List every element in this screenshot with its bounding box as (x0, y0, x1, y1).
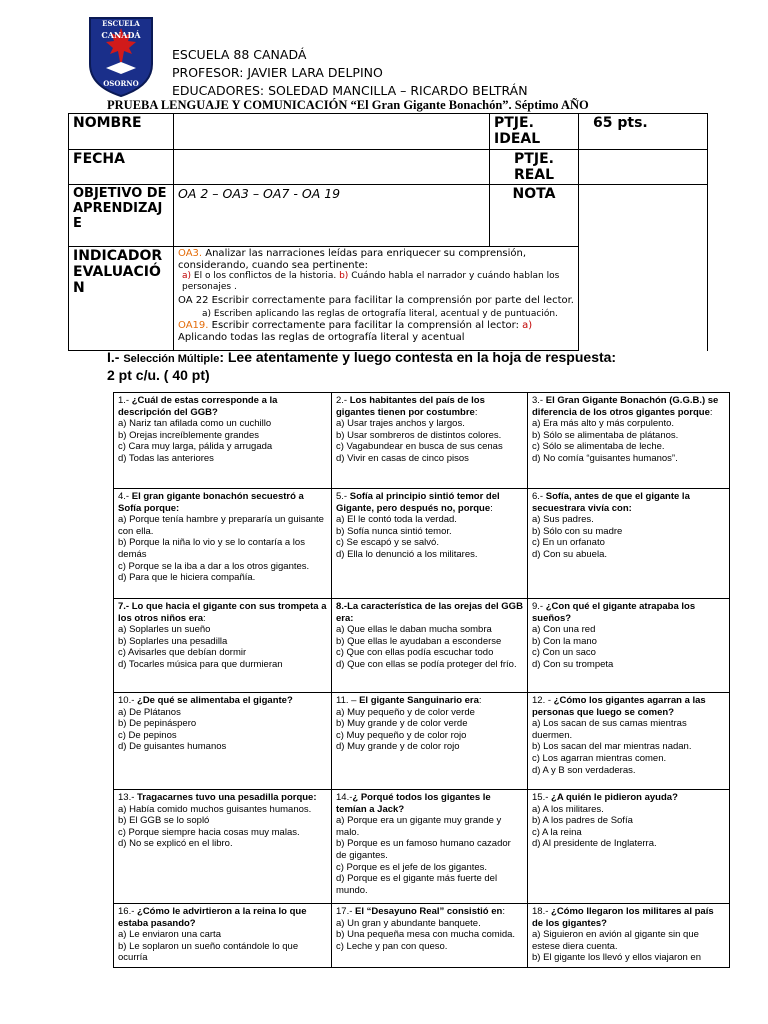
answer-option[interactable]: a) Muy pequeño y de color verde (336, 706, 475, 718)
answer-option[interactable]: c) A la reina (532, 826, 582, 838)
answer-option[interactable]: a) El le contó toda la verdad. (336, 514, 457, 526)
question-number: 6.- (532, 491, 546, 502)
question-row (114, 904, 730, 968)
answer-option[interactable]: a) Era más alto y más corpulento. (532, 418, 675, 430)
question-prompt: ¿A quién le pidieron ayuda? (551, 792, 678, 803)
label-objetivo: OBJETIVO DE APRENDIZAJE (69, 185, 174, 247)
answer-option[interactable]: d) Con su trompeta (532, 658, 614, 670)
answer-option[interactable]: d) Todas las anteriores (118, 452, 214, 464)
answer-option[interactable]: d) De guisantes humanos (118, 741, 227, 753)
test-title: PRUEBA LENGUAJE Y COMUNICACIÓN “El Gran Gigante Bonachón”. Séptimo AÑO (107, 98, 589, 112)
oa22-text: OA 22 Escribir correctamente para facilitar la comprensión por parte del lector. (178, 295, 574, 306)
question-cell (114, 693, 332, 790)
question-cell (528, 693, 730, 790)
question-text (336, 395, 523, 418)
question-prompt: ¿Con qué el gigante atrapaba los sueños? (532, 601, 696, 624)
questions-table (113, 392, 730, 968)
question-number: 17.- (336, 906, 356, 917)
question-text (532, 906, 725, 929)
question-number: 12. - (532, 695, 554, 706)
logo-top-text: ESCUELA (102, 19, 140, 28)
question-text (118, 792, 327, 804)
question-cell (332, 904, 528, 968)
indicador-text (174, 247, 579, 351)
answer-option[interactable]: d) Porque es el gigante más fuerte del mundo. (336, 873, 498, 896)
question-text (118, 601, 327, 624)
question-text (118, 695, 327, 707)
question-cell (332, 693, 528, 790)
answer-option[interactable]: b) Una pequeña mesa con mucha comida. (336, 929, 516, 941)
question-number: 3.- (532, 395, 546, 406)
item-b-marker: b) (339, 271, 349, 281)
nota-field[interactable] (579, 185, 708, 351)
question-number: 15.- (532, 792, 552, 803)
answer-option[interactable]: b) Sólo con su madre (532, 525, 623, 537)
answer-option[interactable]: c) Los agarran mientras comen. (532, 752, 667, 764)
oa3-text: Analizar las narraciones leídas para enriquecer su comprensión, considerando, cuando sea pertinente: (178, 248, 527, 271)
answer-option[interactable]: d) Para que le hiciera compañía. (118, 572, 256, 584)
answer-option[interactable]: a) Que ellas le daban mucha sombra (336, 624, 492, 636)
answer-option[interactable]: b) Orejas increíblemente grandes (118, 429, 259, 441)
question-prompt: El Gran Gigante Bonachón (G.G.B.) se diferencia de los otros gigantes porque (532, 395, 719, 418)
answer-option[interactable]: d) Al presidente de Inglaterra. (532, 838, 657, 850)
answer-option[interactable]: a) Siguieron en avión al gigante sin que estese diera cuenta. (532, 929, 699, 952)
question-prompt: ¿ Porqué todos los gigantes le temían a Jack? (336, 792, 491, 815)
question-number: 11. – (336, 695, 360, 706)
question-cell (528, 599, 730, 693)
question-prompt: ¿Cuál de estas corresponde a la descripción del GGB? (118, 395, 278, 418)
answer-option[interactable]: c) Porque es el jefe de los gigantes. (336, 861, 488, 873)
answer-option[interactable]: c) En un orfanato (532, 537, 605, 549)
school-name: ESCUELA 88 CANADÁ (172, 47, 307, 62)
logo-middle-text: CANADÁ (101, 30, 141, 40)
answer-option[interactable]: a) A los militares. (532, 803, 604, 815)
question-cell (332, 489, 528, 599)
question-number: 2.- (336, 395, 350, 406)
ptje-real-field[interactable] (579, 150, 708, 185)
answer-option[interactable]: a) Los sacan de sus camas mientras duermen. (532, 718, 687, 741)
question-text (532, 491, 725, 514)
answer-option[interactable]: a) Con una red (532, 624, 596, 636)
question-tail: : (709, 406, 713, 418)
answer-option[interactable]: b) Porque es un famoso humano cazador de gigantes. (336, 838, 511, 861)
question-prompt: ¿De qué se alimentaba el gigante? (137, 695, 293, 706)
answer-option[interactable]: b) Porque la niña lo vio y se lo contaría a los demás (118, 537, 305, 560)
answer-option[interactable]: c) Que con ellas podía escuchar todo (336, 647, 494, 659)
question-cell (528, 790, 730, 904)
question-text (336, 695, 523, 707)
answer-option[interactable]: d) Tocarles música para que durmieran (118, 658, 283, 670)
ptje-ideal-value: 65 pts. (579, 114, 708, 150)
oa19-tail: Aplicando todas las reglas de ortografía literal y acentual (178, 331, 465, 343)
answer-option[interactable]: d) No se explicó en el libro. (118, 838, 233, 850)
label-ptje-real: PTJE. REAL (490, 150, 579, 185)
answer-option[interactable]: d) Muy grande y de color rojo (336, 741, 460, 753)
answer-option[interactable]: b) Con la mano (532, 635, 597, 647)
question-cell (114, 393, 332, 489)
question-prompt: Tragacarnes tuvo una pesadilla porque: (137, 792, 317, 803)
educators-names: EDUCADORES: SOLEDAD MANCILLA – RICARDO BELTRÁN (172, 83, 528, 98)
answer-option[interactable]: c) Se escapó y se salvó. (336, 537, 439, 549)
answer-option[interactable]: c) Avisarles que debían dormir (118, 647, 247, 659)
answer-option[interactable]: c) Vagabundear en busca de sus cenas (336, 441, 503, 453)
objetivo-value: OA 2 – OA3 – OA7 - OA 19 (174, 185, 490, 247)
answer-option[interactable]: b) El gigante los llevó y ellos viajaron en (532, 952, 701, 964)
question-cell (114, 904, 332, 968)
question-text (532, 601, 725, 624)
item-a-marker: a) (182, 271, 192, 281)
answer-option[interactable]: c) Cara muy larga, pálida y arrugada (118, 441, 273, 453)
nombre-field[interactable] (174, 114, 490, 150)
question-tail: : (478, 695, 482, 706)
question-text (336, 601, 523, 624)
section-type: Selección Múltiple (123, 353, 220, 365)
oa19-marker: a) (522, 320, 533, 331)
answer-option[interactable]: b) De pepináspero (118, 718, 197, 730)
section-points: 2 pt c/u. ( 40 pt) (107, 367, 210, 383)
answer-option[interactable]: b) Que ellas le ayudaban a esconderse (336, 635, 502, 647)
teacher-name: PROFESOR: JAVIER LARA DELPINO (172, 65, 383, 80)
question-row (114, 693, 730, 790)
question-prompt: ¿Cómo le advirtieron a la reina lo que estaba pasando? (118, 906, 307, 929)
oa19-code: OA19. (178, 320, 209, 331)
answer-option[interactable]: d) Con su abuela. (532, 548, 607, 560)
question-row (114, 790, 730, 904)
label-nombre: NOMBRE (69, 114, 174, 150)
question-cell (528, 489, 730, 599)
oa22-item-a: a) Escriben aplicando las reglas de ortografía literal, acentual y de puntuación. (202, 308, 558, 319)
answer-option[interactable]: b) Muy grande y de color verde (336, 718, 468, 730)
question-number: 16.- (118, 906, 138, 917)
question-text (532, 395, 725, 418)
question-number: 13.- (118, 792, 138, 803)
oa19-text: Escribir correctamente para facilitar la comprensión al lector: (208, 320, 523, 331)
question-prompt: 7.- Lo que hacia el gigante con sus trompeta a los otros niños era (118, 601, 327, 624)
question-prompt: Sofía, antes de que el gigante la secuestrara vivía con: (532, 491, 690, 514)
answer-option[interactable]: a) Sus padres. (532, 514, 594, 526)
question-row (114, 599, 730, 693)
answer-option[interactable]: a) Soplarles un sueño (118, 624, 211, 636)
question-number: 18.- (532, 906, 552, 917)
answer-option[interactable]: a) Usar trajes anchos y largos. (336, 418, 465, 430)
answer-option[interactable]: c) Porque siempre hacia cosas muy malas. (118, 826, 300, 838)
answer-option[interactable]: d) A y B son verdaderas. (532, 764, 636, 776)
question-row (114, 489, 730, 599)
answer-option[interactable]: d) Que con ellas se podía proteger del frío. (336, 658, 517, 670)
question-cell (528, 904, 730, 968)
answer-option[interactable]: a) Un gran y abundante banquete. (336, 917, 481, 929)
question-prompt: 8.-La característica de las orejas del GGB era: (336, 601, 523, 624)
question-number: 9.- (532, 601, 546, 612)
question-tail: : (203, 612, 206, 624)
answer-option[interactable]: c) Muy pequeño y de color rojo (336, 729, 467, 741)
question-prompt: El gigante Sanguinario era (359, 695, 479, 706)
answer-option[interactable]: b) Sólo se alimentaba de plátanos. (532, 429, 679, 441)
question-cell (114, 599, 332, 693)
question-prompt: Sofía al principio sintió temor del Gigante, pero después no, porque (336, 491, 500, 514)
answer-option[interactable]: a) De Plátanos (118, 706, 181, 718)
question-number: 14.- (336, 792, 353, 803)
question-prompt: El gran gigante bonachón secuestró a Sofía porque: (118, 491, 304, 514)
oa3-code: OA3. (178, 248, 203, 259)
question-text (118, 395, 327, 418)
answer-option[interactable]: a) Había comido muchos guisantes humanos. (118, 803, 312, 815)
answer-option[interactable]: c) Sólo se alimentaba de leche. (532, 441, 665, 453)
question-cell (332, 790, 528, 904)
label-indicador: INDICADOR EVALUACIÓN (69, 247, 174, 351)
question-row (114, 393, 730, 489)
label-fecha: FECHA (69, 150, 174, 185)
question-cell (332, 393, 528, 489)
question-prompt: ¿Cómo llegaron los militares al país de los gigantes? (532, 906, 714, 929)
answer-option[interactable]: d) No comía “guisantes humanos”. (532, 452, 678, 464)
question-cell (332, 599, 528, 693)
question-text (336, 792, 523, 815)
question-tail: : (490, 502, 493, 514)
answer-option[interactable]: b) Los sacan del mar mientras nadan. (532, 741, 692, 753)
question-text (336, 491, 523, 514)
question-text (532, 792, 725, 804)
question-cell (114, 489, 332, 599)
item-b-text: Cuándo habla el narrador y cuándo hablan los personajes . (182, 271, 560, 292)
question-text (118, 491, 327, 514)
question-number: 10.- (118, 695, 138, 706)
question-prompt: El “Desayuno Real” consistió en (355, 906, 503, 917)
answer-option[interactable]: d) Ella lo denunció a los militares. (336, 548, 478, 560)
answer-option[interactable]: b) Soplarles una pesadilla (118, 635, 228, 647)
answer-option[interactable]: a) Nariz tan afilada como un cuchillo (118, 418, 272, 430)
question-number: 4.- (118, 491, 132, 502)
section-instruction: : Lee atentamente y luego contesta en la hoja de respuesta: (219, 349, 617, 365)
fecha-field[interactable] (174, 150, 490, 185)
question-prompt: ¿Cómo los gigantes agarran a las personas que luego se comen? (532, 695, 706, 718)
school-logo (86, 14, 156, 98)
answer-option[interactable]: b) A los padres de Sofía (532, 815, 633, 827)
question-text (336, 906, 523, 918)
answer-option[interactable]: d) Vivir en casas de cinco pisos (336, 452, 469, 464)
answer-option[interactable]: a) Porque era un gigante muy grande y malo. (336, 815, 502, 838)
answer-option[interactable]: b) Usar sombreros de distintos colores. (336, 429, 502, 441)
item-a-text: El o los conflictos de la historia. (191, 271, 340, 281)
question-cell (114, 790, 332, 904)
answer-option[interactable]: c) Porque se la iba a dar a los otros gigantes. (118, 560, 310, 572)
question-tail: : (474, 406, 478, 418)
question-cell (528, 393, 730, 489)
answer-option[interactable]: a) Le enviaron una carta (118, 929, 221, 941)
answer-option[interactable]: b) El GGB se lo sopló (118, 815, 210, 827)
question-number: 1.- (118, 395, 132, 406)
student-info-table (68, 113, 708, 351)
label-nota: NOTA (490, 185, 579, 247)
answer-option[interactable]: b) Sofía nunca sintió temor. (336, 525, 452, 537)
logo-bottom-text: OSORNO (103, 79, 139, 88)
answer-option[interactable]: b) Le soplaron un sueño contándole lo que ocurría (118, 940, 299, 964)
answer-option[interactable]: c) Leche y pan con queso. (336, 940, 448, 952)
question-text (118, 906, 327, 929)
label-ptje-ideal: PTJE. IDEAL (490, 114, 579, 150)
question-tail: : (502, 906, 505, 917)
question-text (532, 695, 725, 718)
section-heading (107, 349, 707, 383)
question-prompt: Los habitantes del país de los gigantes tienen por costumbre (336, 395, 485, 418)
answer-option[interactable]: c) De pepinos (118, 729, 177, 741)
section-prefix: I.- (107, 349, 124, 365)
answer-option[interactable]: a) Porque tenía hambre y prepararía un guisante con ella. (118, 514, 324, 537)
question-number: 5.- (336, 491, 350, 502)
answer-option[interactable]: c) Con un saco (532, 647, 596, 659)
